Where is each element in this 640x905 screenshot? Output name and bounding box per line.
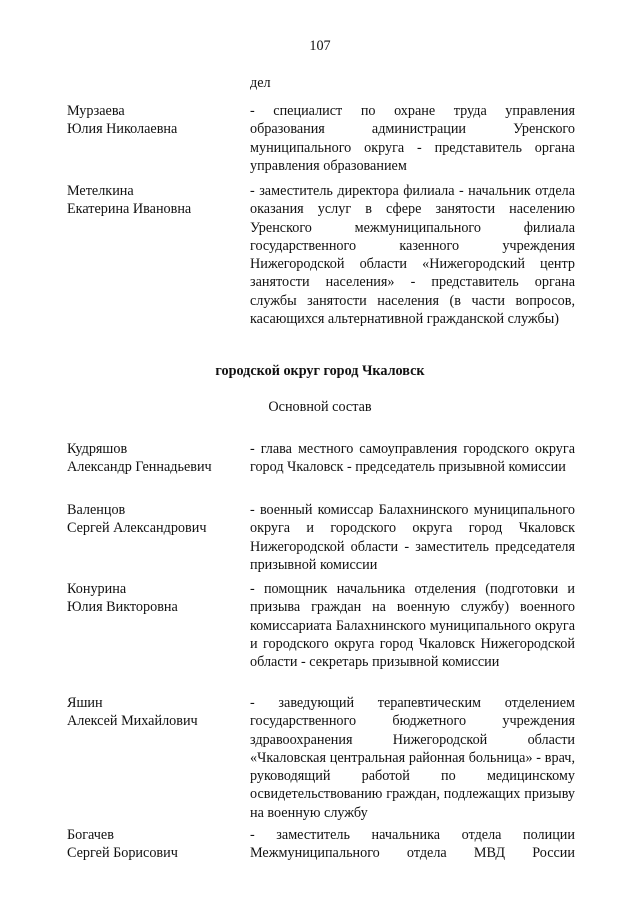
member-name bbox=[67, 580, 247, 617]
member-name bbox=[67, 182, 247, 219]
member-given-names: Алексей Михайлович bbox=[67, 713, 198, 730]
member-surname: Кудряшов bbox=[67, 441, 128, 457]
member-name bbox=[67, 826, 247, 863]
member-name bbox=[67, 694, 247, 731]
member-surname: Конурина bbox=[67, 581, 127, 597]
member-given-names: Александр Геннадьевич bbox=[67, 459, 212, 476]
member-role: - глава местного самоуправления городского округа город Чкаловск - председатель призывной комиссии bbox=[250, 441, 575, 476]
section-subheading: Основной состав bbox=[268, 399, 372, 415]
member-given-names: Екатерина Ивановна bbox=[67, 201, 192, 218]
member-surname: Богачев bbox=[67, 827, 114, 843]
member-given-names: Юлия Николаевна bbox=[67, 121, 178, 138]
member-surname: Мурзаева bbox=[67, 103, 125, 119]
member-role: - заместитель директора филиала - начальник отдела оказания услуг в сфере занятости населению Уренского межмуниципального филиала государственного казенного учреждения Нижегородской области «Нижегородский центр занятости населения» - представитель органа службы занятости населения (в части вопросов, касающихся альтернативной гражданской службы) bbox=[250, 183, 575, 328]
member-given-names: Сергей Александрович bbox=[67, 520, 207, 537]
page-number: 107 bbox=[309, 38, 331, 54]
member-surname: Яшин bbox=[67, 695, 103, 711]
continuation-text: дел bbox=[250, 75, 271, 91]
section-heading: городской округ город Чкаловск bbox=[215, 363, 425, 379]
member-role: - помощник начальника отделения (подготовки и призыва граждан на военную службу) военного комиссариата Балахнинского муниципального округа и городского округа город Чкаловск Нижегородской области - секретарь призывной комиссии bbox=[250, 581, 575, 671]
member-role: - заведующий терапевтическим отделением государственного бюджетного учреждения здравоохранения Нижегородской области «Чкаловская центральная районная больница» - врач, руководящий работой по медицинскому освидетельствованию граждан, подлежащих призыву на военную службу bbox=[250, 695, 575, 821]
member-surname: Метелкина bbox=[67, 183, 134, 199]
member-name bbox=[67, 440, 247, 477]
member-given-names: Юлия Викторовна bbox=[67, 599, 178, 616]
member-role: - заместитель начальника отдела полиции Межмуниципального отдела МВД России bbox=[250, 827, 575, 862]
member-name bbox=[67, 501, 247, 538]
member-role: - военный комиссар Балахнинского муниципального округа и городского округа город Чкаловск Нижегородской области - заместитель председателя призывной комиссии bbox=[250, 502, 575, 573]
member-surname: Валенцов bbox=[67, 502, 126, 518]
member-name bbox=[67, 102, 247, 139]
member-role: - специалист по охране труда управления образования администрации Уренского муниципального округа - представитель органа управления образованием bbox=[250, 103, 575, 174]
member-given-names: Сергей Борисович bbox=[67, 845, 178, 862]
